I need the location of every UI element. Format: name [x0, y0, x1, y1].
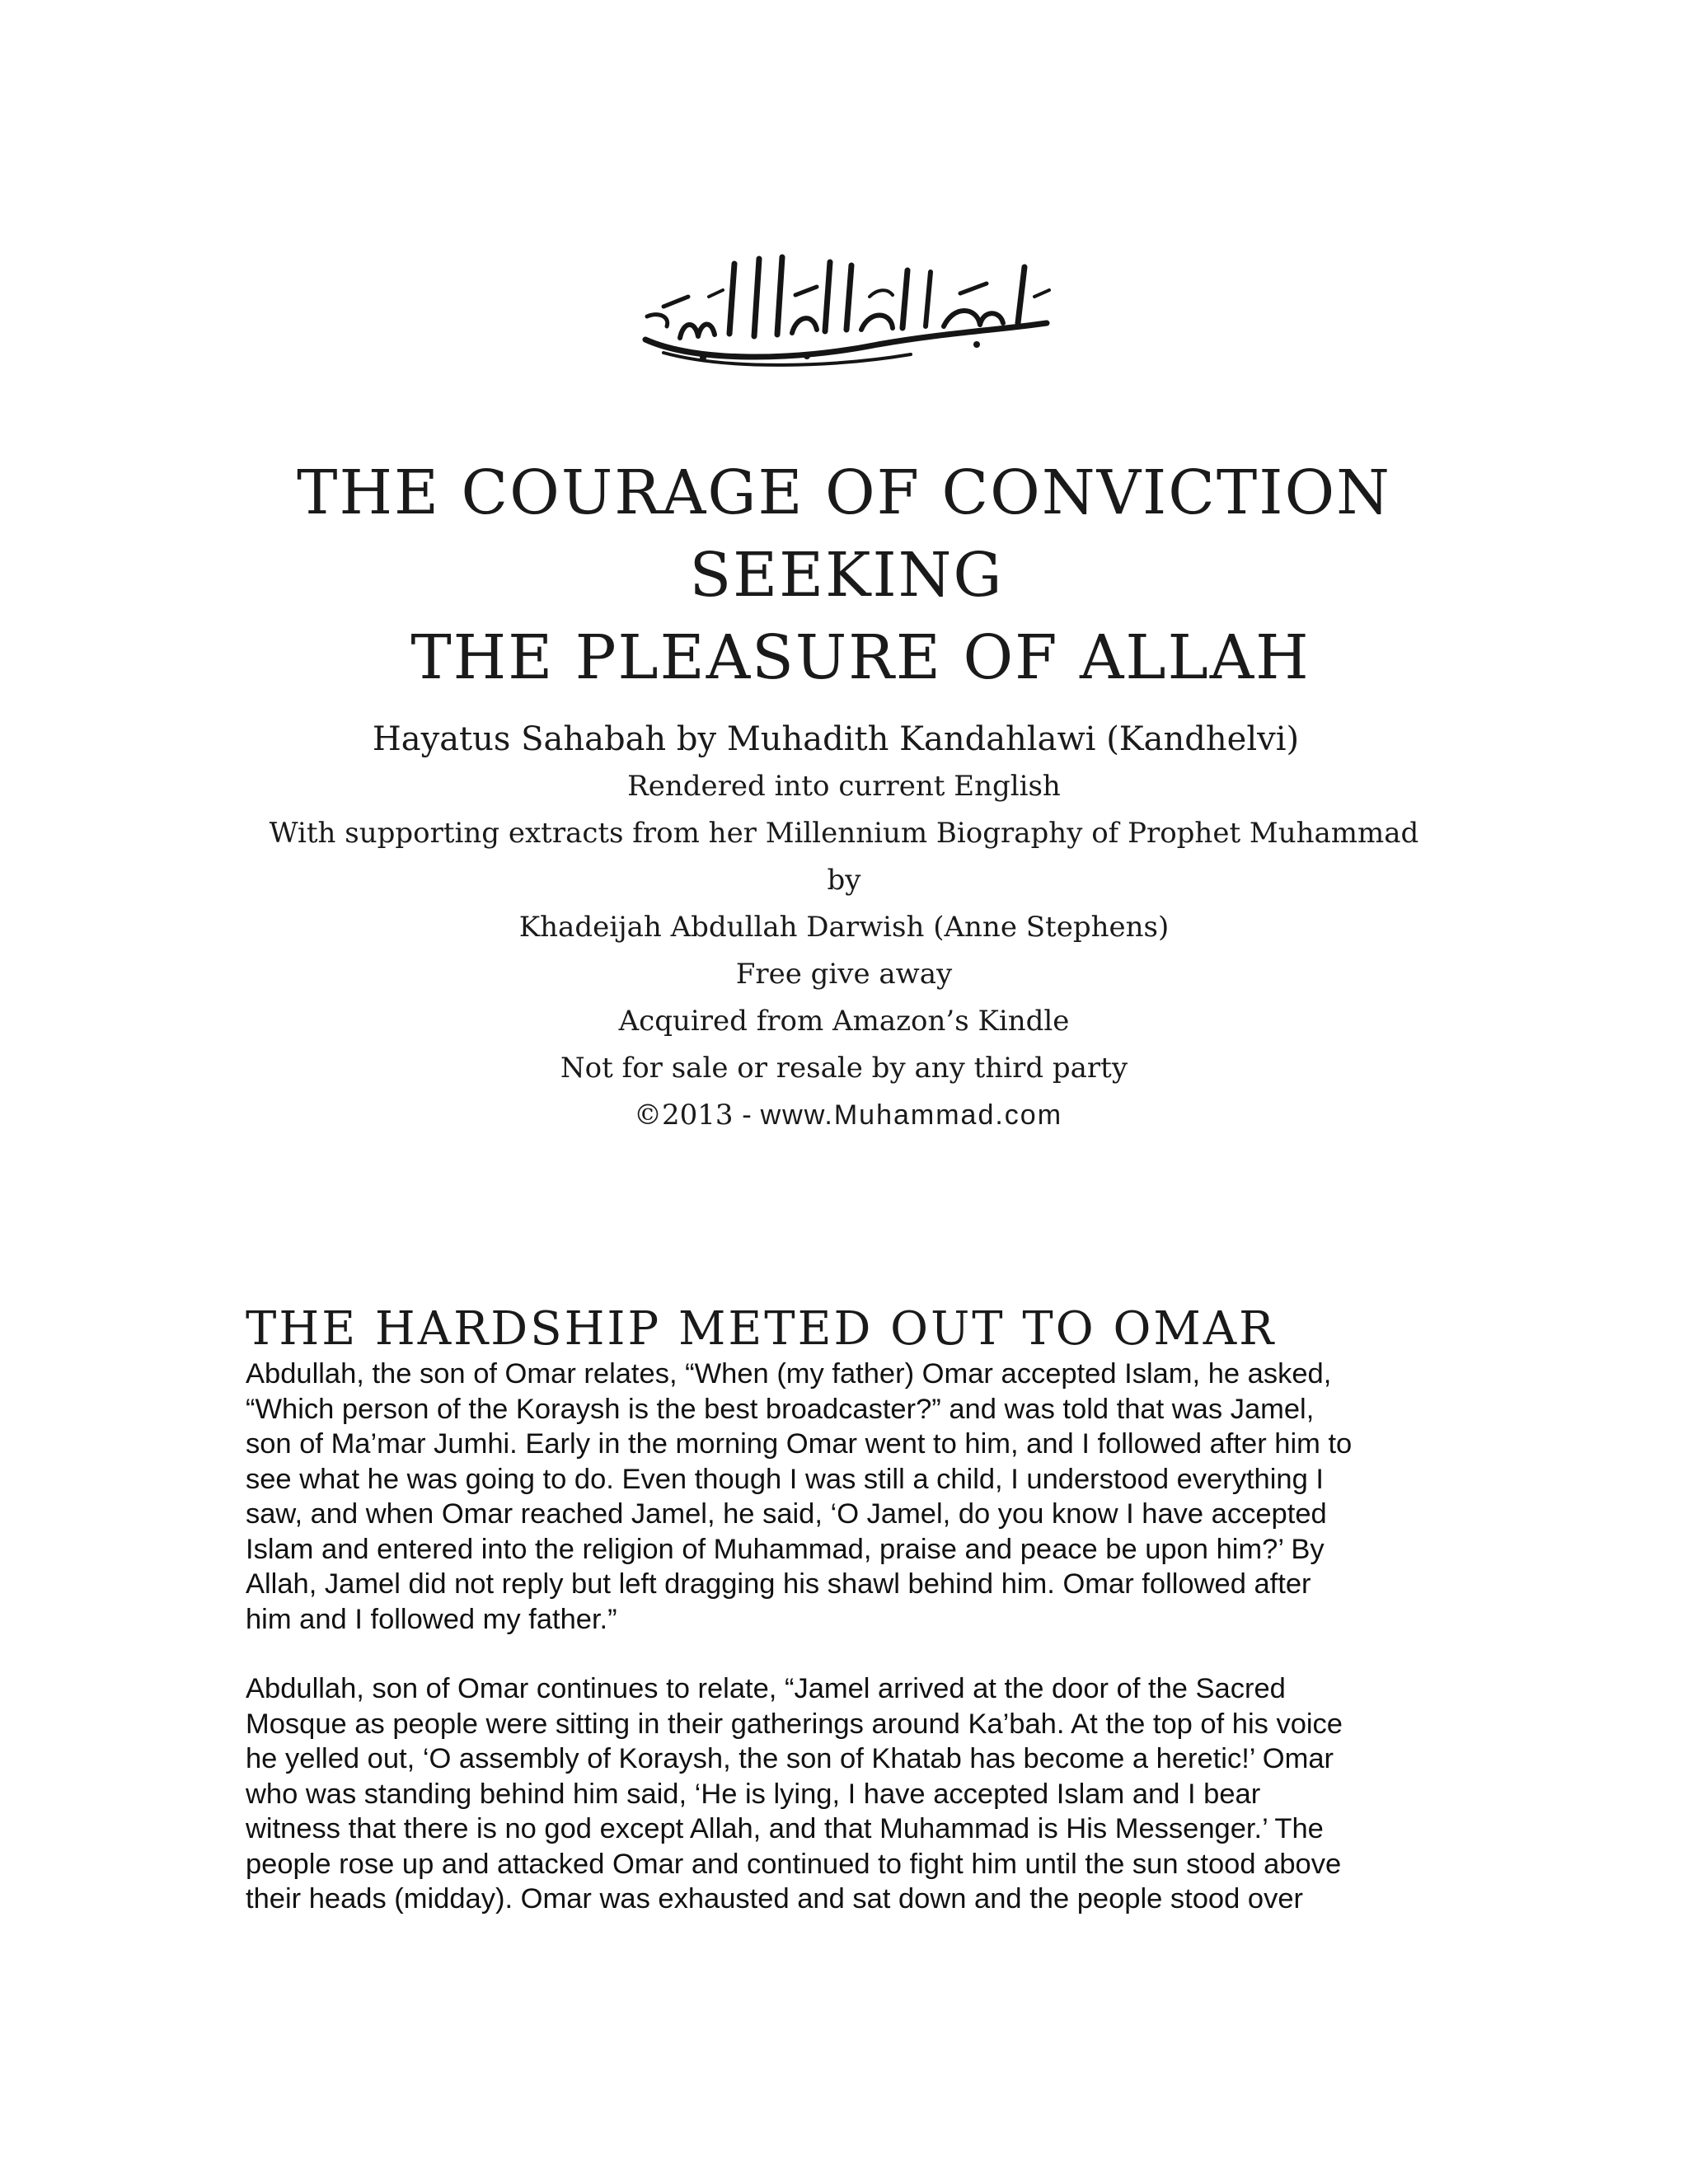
- title-line-1: THE COURAGE OF CONVICTION: [297, 457, 1391, 528]
- paragraph-line: Abdullah, the son of Omar relates, “When (my father) Omar accepted Islam, he asked,: [246, 1358, 1332, 1390]
- paragraph-line: “Which person of the Koraysh is the best broadcaster?” and was told that was Jamel,: [246, 1393, 1315, 1425]
- credit-by: by: [827, 864, 861, 897]
- paragraph-line: Islam and entered into the religion of Muhammad, praise and peace be upon him?’ By: [246, 1533, 1325, 1565]
- credit-free: Free give away: [735, 958, 953, 991]
- paragraph-2: [246, 1671, 1449, 1917]
- paragraph-line: saw, and when Omar reached Jamel, he said, ‘O Jamel, do you know I have accepted: [246, 1498, 1327, 1530]
- credits-block: [0, 715, 1688, 1139]
- bismillah-calligraphy-icon: [631, 247, 1059, 371]
- paragraph-line: witness that there is no god except Allah, and that Muhammad is His Messenger.’ The: [246, 1813, 1324, 1844]
- document-title: [0, 452, 1688, 699]
- credit-source: Hayatus Sahabah by Muhadith Kandahlawi (Kandhelvi): [372, 720, 1300, 758]
- paragraph-line: Allah, Jamel did not reply but left dragging his shawl behind him. Omar followed after: [246, 1568, 1311, 1600]
- paragraph-line: see what he was going to do. Even though I was still a child, I understood everything I: [246, 1463, 1324, 1495]
- section-heading: THE HARDSHIP METED OUT TO OMAR: [246, 1302, 1277, 1356]
- credit-acquired: Acquired from Amazon’s Kindle: [618, 1005, 1070, 1038]
- paragraph-1: [246, 1357, 1449, 1637]
- title-line-2: SEEKING: [689, 540, 1004, 611]
- paragraph-line: son of Ma’mar Jumhi. Early in the morning Omar went to him, and I followed after him to: [246, 1428, 1353, 1460]
- paragraph-line: him and I followed my father.”: [246, 1603, 617, 1635]
- credit-author: Khadeijah Abdullah Darwish (Anne Stephens): [518, 911, 1170, 944]
- website-text: www.Muhammad.com: [760, 1099, 1063, 1131]
- copyright-text: ©2013 -: [633, 1099, 761, 1132]
- paragraph-line: he yelled out, ‘O assembly of Koraysh, the son of Khatab has become a heretic!’ Omar: [246, 1743, 1334, 1774]
- credit-rendering: Rendered into current English: [627, 770, 1061, 803]
- paragraph-line: people rose up and attacked Omar and continued to fight him until the sun stood above: [246, 1848, 1342, 1880]
- paragraph-line: who was standing behind him said, ‘He is lying, I have accepted Islam and I bear: [246, 1778, 1261, 1810]
- paragraph-line: Mosque as people were sitting in their gatherings around Ka’bah. At the top of his voice: [246, 1708, 1343, 1740]
- credit-not-for-sale: Not for sale or resale by any third party: [560, 1052, 1128, 1085]
- title-line-3: THE PLEASURE OF ALLAH: [410, 622, 1311, 693]
- body-text: [246, 1357, 1449, 1952]
- copyright-line: [8, 1092, 1688, 1139]
- paragraph-line: Abdullah, son of Omar continues to relate, “Jamel arrived at the door of the Sacred: [246, 1673, 1286, 1704]
- paragraph-line: their heads (midday). Omar was exhausted and sat down and the people stood over: [246, 1883, 1304, 1915]
- credit-extracts: With supporting extracts from her Millennium Biography of Prophet Muhammad: [269, 817, 1419, 850]
